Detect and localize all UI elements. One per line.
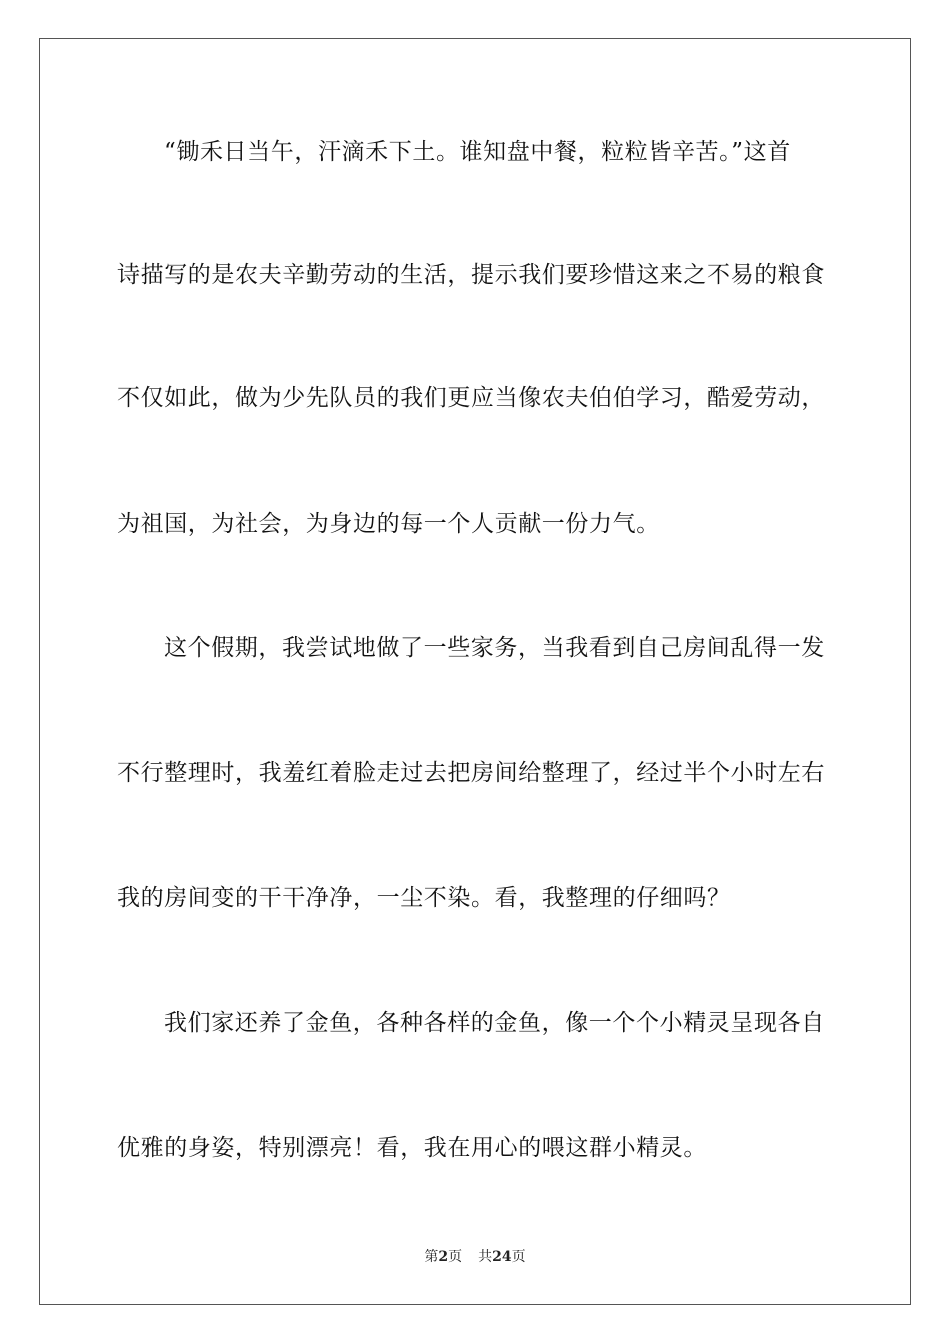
paragraph-2-line-2: 不行整理时，我羞红着脸走过去把房间给整理了，经过半个小时左右 — [117, 760, 825, 786]
total-suffix: 页 — [511, 1249, 526, 1265]
paragraph-1-line-2: 诗描写的是农夫辛勤劳动的生活，提示我们要珍惜这来之不易的粮食 — [117, 262, 825, 288]
paragraph-1-line-4: 为祖国，为社会，为身边的每一个人贡献一份力气。 — [117, 511, 660, 537]
paragraph-3-line-2: 优雅的身姿，特别漂亮！看，我在用心的喂这群小精灵。 — [117, 1135, 707, 1161]
total-pages: 24 — [492, 1249, 512, 1265]
paragraph-2-line-1: 这个假期，我尝试地做了一些家务，当我看到自己房间乱得一发 — [164, 635, 825, 661]
page-suffix: 页 — [448, 1249, 463, 1265]
page-border — [39, 38, 911, 1305]
paragraph-2-line-3: 我的房间变的干干净净，一尘不染。看，我整理的仔细吗？ — [117, 885, 731, 911]
paragraph-1-line-3: 不仅如此，做为少先队员的我们更应当像农夫伯伯学习，酷爱劳动， — [117, 385, 825, 411]
page-footer — [0, 1248, 950, 1266]
page-number: 2 — [438, 1249, 449, 1265]
total-prefix: 共 — [478, 1249, 493, 1265]
paragraph-1-line-1: “锄禾日当午，汗滴禾下土。谁知盘中餐，粒粒皆辛苦。”这首 — [164, 139, 791, 165]
paragraph-3-line-1: 我们家还养了金鱼，各种各样的金鱼，像一个个小精灵呈现各自 — [164, 1010, 825, 1036]
page-prefix: 第 — [424, 1249, 439, 1265]
